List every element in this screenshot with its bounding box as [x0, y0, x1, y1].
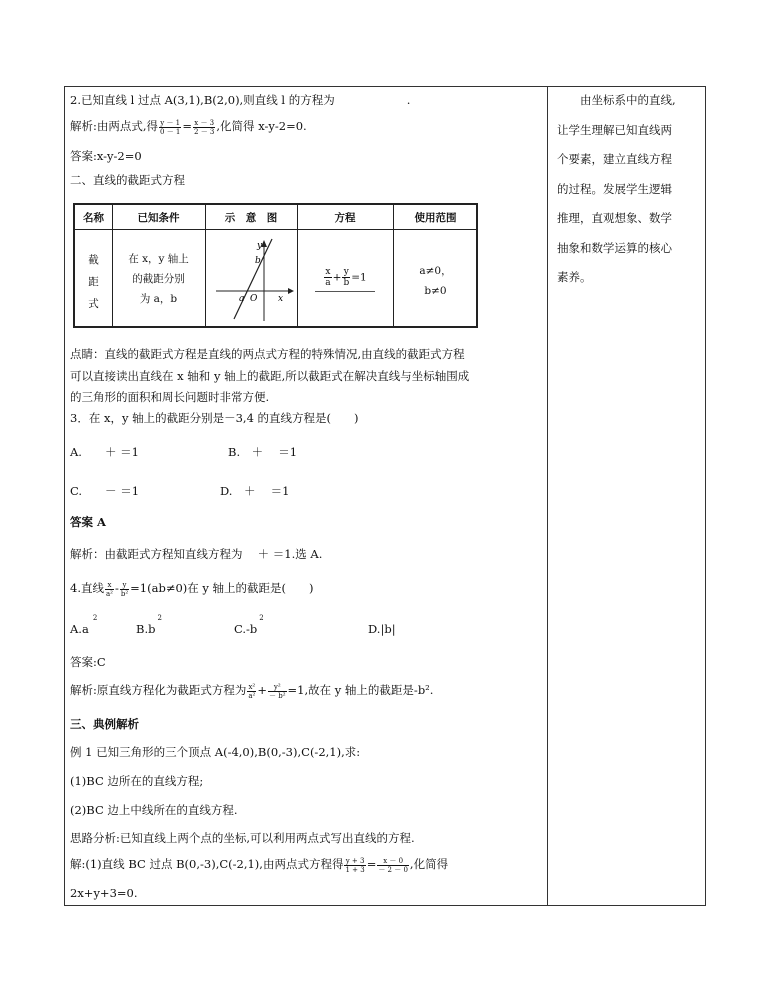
q4-option-c: $C.-b^2$	[234, 614, 264, 636]
q3-answer: 答案 A	[70, 515, 106, 529]
fraction: $\frac{y - 1}{0 - 1}$	[160, 118, 181, 136]
example-1-solution-end: 2x+y+3=0.	[70, 886, 138, 900]
section-2-title: 二、直线的截距式方程	[70, 173, 185, 187]
fraction: $\frac{y + 3}{1 + 3}$	[345, 856, 365, 874]
q4-option-d: D.|b|	[368, 622, 396, 636]
cell-equation: $\frac{x}{a}$ + $\frac{y}{b}$ =1	[297, 267, 393, 292]
q2-answer: 答案:x-y-2=0	[70, 149, 142, 163]
header-condition: 已知条件	[137, 212, 180, 224]
q3-option-d: D. ＋ ＝1	[220, 484, 290, 498]
example-1-thinking: 思路分析:已知直线上两个点的坐标,可以利用两点式写出直线的方程.	[70, 831, 415, 845]
header-range: 使用范围	[414, 212, 457, 224]
diagram-b-label: b	[255, 256, 261, 266]
fraction: $\frac{x - 0}{- 2 - 0}$	[378, 856, 408, 874]
cell-diagram	[206, 231, 296, 328]
teaching-notes: 由坐标系中的直线, 让学生理解已知直线两 个要素，建立直线方程 的过程。发展学生逻辑 推理，直观想象、数学 抽象和数学运算的核心 素养。	[557, 93, 676, 284]
q3-option-c: C. － ＝1	[70, 484, 140, 498]
example-1-q1: (1)BC 边所在的直线方程;	[70, 774, 204, 788]
diagram-a-label: a	[239, 294, 245, 304]
q3-option-a: A. ＋ ＝1	[70, 445, 139, 459]
example-1-solution: 解:(1)直线 BC 过点 B(0,-3),C(-2,1),由两点式方程得 $\frac{y + 3}{1 + 3}$ = $\frac{x - 0}{- 2 - 0}$ ,化简得	[70, 856, 449, 874]
q3-option-b: B. ＋ ＝1	[228, 445, 298, 459]
header-diagram: 示 意 图	[224, 212, 278, 224]
cell-range: a≠0， b≠0	[419, 265, 452, 297]
q4-option-a: $A.a^2$	[70, 614, 98, 636]
example-1: 例 1 已知三角形的三个顶点 A(-4,0),B(0,-3),C(-2,1),求:	[70, 745, 361, 759]
q3-text: 3．在 x，y 轴上的截距分别是－3,4 的直线方程是( )	[70, 411, 359, 425]
note-line-1: 点睛：直线的截距式方程是直线的两点式方程的特殊情况,由直线的截距式方程	[70, 347, 465, 361]
q2-solution: 解析:由两点式,得 $\frac{y - 1}{0 - 1}$ = $\frac{x - 3}{2 - 3}$ ,化简得 x-y-2=0.	[70, 118, 307, 136]
q4-answer: 答案:C	[70, 655, 106, 669]
q4-text: 4.直线 $\frac{x}{\text{a²}}$ - $\frac{y}{\text{b²}}$ =1(ab≠0)在 y 轴上的截距是( )	[70, 580, 314, 598]
diagram-x-label: x	[278, 294, 284, 304]
fraction: $\frac{x}{\text{a²}}$	[105, 580, 113, 598]
q4-option-b: $B.b^2$	[136, 614, 162, 636]
column-divider	[547, 86, 548, 906]
intercept-diagram	[206, 231, 296, 325]
cell-name: 截 距 式	[88, 254, 99, 310]
fraction: $\frac{\text{y²}}{\text{－ b²}}$	[269, 682, 286, 700]
fraction: $\frac{x - 3}{2 - 3}$	[194, 118, 215, 136]
diagram-origin-label: O	[250, 294, 258, 304]
cell-condition: 在 x，y 轴上 的截距分别 为 a，b	[128, 253, 189, 305]
intercept-form-table	[73, 203, 478, 328]
fraction: $\frac{\text{x²}}{\text{a²}}$	[248, 682, 256, 700]
header-equation: 方程	[334, 212, 356, 224]
q4-solution: 解析:原直线方程化为截距式方程为 $\frac{\text{x²}}{\text{a²}}$ + $\frac{\text{y²}}{\text{－ b²}}$ =1,故在 y 轴上的截距是-b².	[70, 682, 434, 700]
example-1-q2: (2)BC 边上中线所在的直线方程.	[70, 803, 238, 817]
q3-solution: 解析：由截距式方程知直线方程为 ＋ ＝1.选 A.	[70, 547, 323, 561]
note-line-2: 可以直接读出直线在 x 轴和 y 轴上的截距,所以截距式在解决直线与坐标轴围成	[70, 369, 470, 383]
diagram-y-label: y	[257, 241, 263, 251]
fraction: $\frac{y}{\text{b²}}$	[120, 580, 129, 598]
section-3-title: 三、典例解析	[70, 717, 139, 731]
header-name: 名称	[83, 212, 104, 224]
note-line-3: 的三角形的面积和周长问题时非常方便.	[70, 390, 270, 404]
q2-text: 2.已知直线 l 过点 A(3,1),B(2,0),则直线 l 的方程为 .	[70, 93, 411, 107]
